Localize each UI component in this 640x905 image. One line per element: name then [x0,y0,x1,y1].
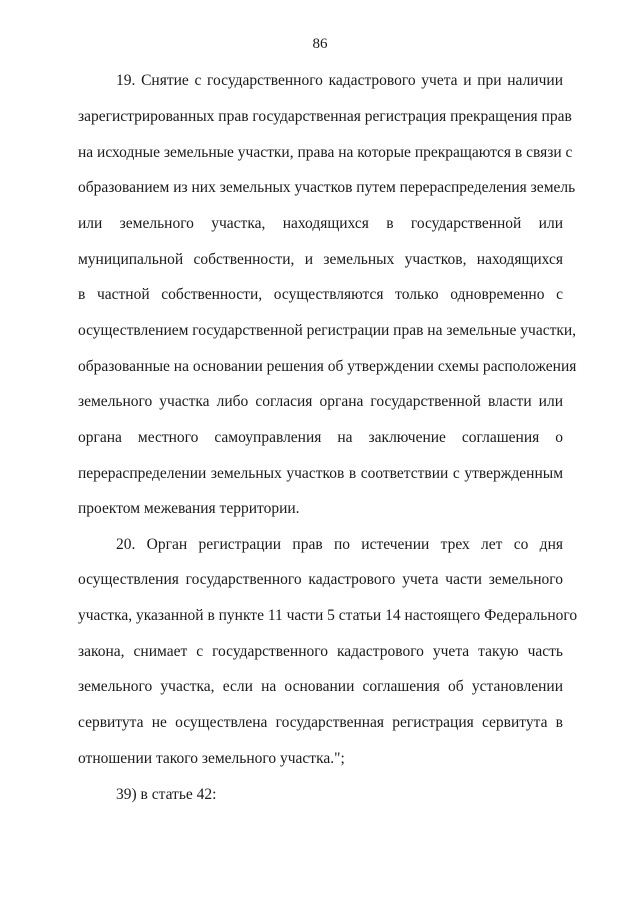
text-line: органа местного самоуправления на заключение соглашения о [78,429,563,446]
text-line: перераспределении земельных участков в соответствии с утвержденным [78,465,563,482]
text-line: зарегистрированных прав государственная регистрация прекращения прав [78,108,572,125]
text-line: муниципальной собственности, и земельных участков, находящихся [78,251,563,268]
text-line: сервитута не осуществлена государственная регистрация сервитута в [78,714,563,731]
text-line: проектом межевания территории. [78,500,300,517]
text-line: осуществления государственного кадастрового учета части земельного [78,571,563,588]
text-line: закона, снимает с государственного кадастрового учета такую часть [78,643,563,660]
text-line: отношении такого земельного участка."; [78,750,345,767]
text-line: образованием из них земельных участков путем перераспределения земель [78,179,576,196]
text-line: участка, указанной в пункте 11 части 5 статьи 14 настоящего Федерального [78,607,578,624]
text-line: на исходные земельные участки, права на которые прекращаются в связи с [78,144,573,161]
text-line: земельного участка либо согласия органа государственной власти или [78,393,563,410]
text-line: 39) в статье 42: [116,786,217,803]
text-line: или земельного участка, находящихся в государственной или [78,215,563,232]
page-number: 86 [312,36,328,52]
text-line: образованные на основании решения об утверждении схемы расположения [78,358,577,375]
text-line: в частной собственности, осуществляются только одновременно с [78,286,563,303]
text-line: земельного участка, если на основании соглашения об установлении [78,678,563,695]
text-line: осуществлением государственной регистрации прав на земельные участки, [78,322,577,339]
text-line: 19. Снятие с государственного кадастрового учета и при наличии [116,72,563,89]
text-line: 20. Орган регистрации прав по истечении трех лет со дня [116,536,563,553]
